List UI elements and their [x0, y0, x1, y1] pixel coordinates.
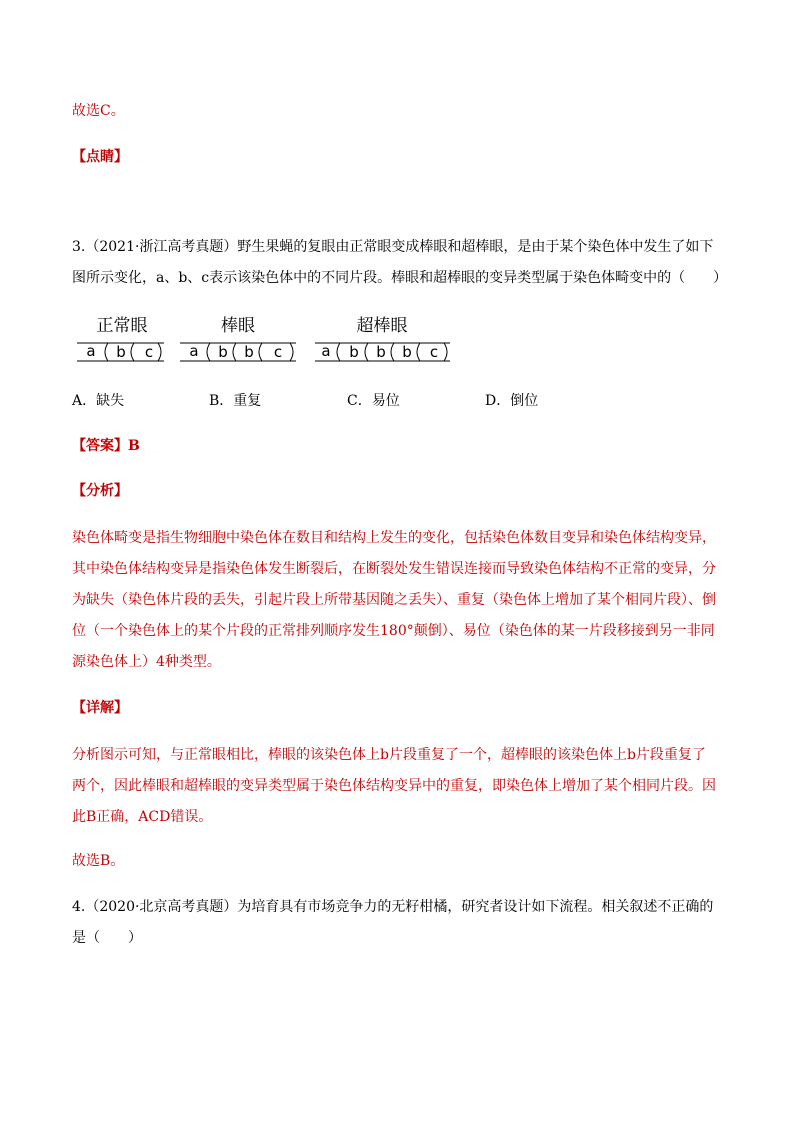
analysis-line: 位（一个染色体上的某个片段的正常排列顺序发生180°颠倒）、易位（染色体的某一片段移接到另一非同	[72, 623, 715, 639]
answer-label: 【答案】B	[72, 438, 140, 454]
super-segment-divider-2	[365, 343, 368, 361]
bar-eye-title: 棒眼	[221, 316, 255, 336]
question-4-line-1: 4.（2020·北京高考真题）为培育具有市场竞争力的无籽柑橘，研究者设计如下流程。相关叙述不正确的	[72, 899, 714, 915]
normal-segment-divider-1	[105, 343, 108, 361]
bar-chromosome-end	[290, 343, 293, 361]
super-seg-a: a	[321, 342, 331, 360]
bar-seg-a: a	[189, 342, 199, 360]
super-segment-divider-4	[417, 343, 420, 361]
normal-eye-title: 正常眼	[96, 316, 148, 336]
previous-answer-conclusion: 故选C。	[72, 103, 125, 119]
bar-seg-c: c	[273, 343, 283, 361]
super-seg-c: c	[429, 343, 439, 361]
super-seg-b-3: b	[402, 343, 412, 361]
normal-seg-b: b	[116, 343, 126, 361]
super-seg-b-1: b	[349, 343, 359, 361]
bar-segment-divider-3	[259, 343, 262, 361]
analysis-line: 其中染色体结构变异是指染色体发生断裂后，在断裂处发生错误连接而导致染色体结构不正常的变异，分	[72, 561, 716, 577]
detail-line: 此B正确，ACD错误。	[72, 809, 213, 825]
option-b: B．重复	[209, 393, 262, 409]
super-seg-b-2: b	[376, 343, 386, 361]
detail-paragraph	[72, 740, 722, 833]
normal-segment-divider-2	[131, 343, 134, 361]
question-4-line-2: 是（ ）	[72, 930, 142, 946]
chromosome-diagram	[72, 310, 492, 370]
option-a: A．缺失	[72, 393, 125, 409]
dianjing-label: 【点睛】	[72, 149, 128, 165]
option-c: C．易位	[347, 393, 400, 409]
super-bar-eye-title: 超棒眼	[356, 316, 408, 336]
analysis-line: 源染色体上）4种类型。	[72, 654, 221, 670]
question-3-line-1: 3.（2021·浙江高考真题）野生果蝇的复眼由正常眼变成棒眼和超棒眼，是由于某个染色体中发生了如下	[72, 239, 714, 255]
bar-segment-divider-1	[207, 343, 210, 361]
bar-segment-divider-2	[233, 343, 236, 361]
normal-seg-c: c	[144, 343, 154, 361]
question-3-line-2: 图所示变化，a、b、c表示该染色体中的不同片段。棒眼和超棒眼的变异类型属于染色体畸变中的（ ）	[72, 270, 728, 286]
detail-line: 分析图示可知，与正常眼相比，棒眼的该染色体上b片段重复了一个，超棒眼的该染色体上b片段重复了	[72, 747, 706, 763]
super-segment-divider-3	[391, 343, 394, 361]
bar-seg-b-1: b	[218, 343, 228, 361]
analysis-label: 【分析】	[72, 483, 128, 499]
analysis-paragraph	[72, 523, 722, 678]
normal-chromosome-end	[158, 343, 161, 361]
super-segment-divider-1	[337, 343, 340, 361]
detail-label: 【详解】	[72, 700, 128, 716]
super-chromosome-end	[444, 343, 447, 361]
analysis-line: 染色体畸变是指生物细胞中染色体在数目和结构上发生的变化，包括染色体数目变异和染色体结构变异，	[72, 530, 716, 546]
analysis-line: 为缺失（染色体片段的丢失，引起片段上所带基因随之丢失）、重复（染色体上增加了某个相同片段）、倒	[72, 592, 716, 608]
detail-line: 两个，因此棒眼和超棒眼的变异类型属于染色体结构变异中的重复，即染色体上增加了某个相同片段。因	[72, 778, 716, 794]
option-d: D．倒位	[485, 393, 539, 409]
normal-seg-a: a	[86, 342, 96, 360]
bar-seg-b-2: b	[244, 343, 254, 361]
final-answer: 故选B。	[72, 853, 125, 869]
